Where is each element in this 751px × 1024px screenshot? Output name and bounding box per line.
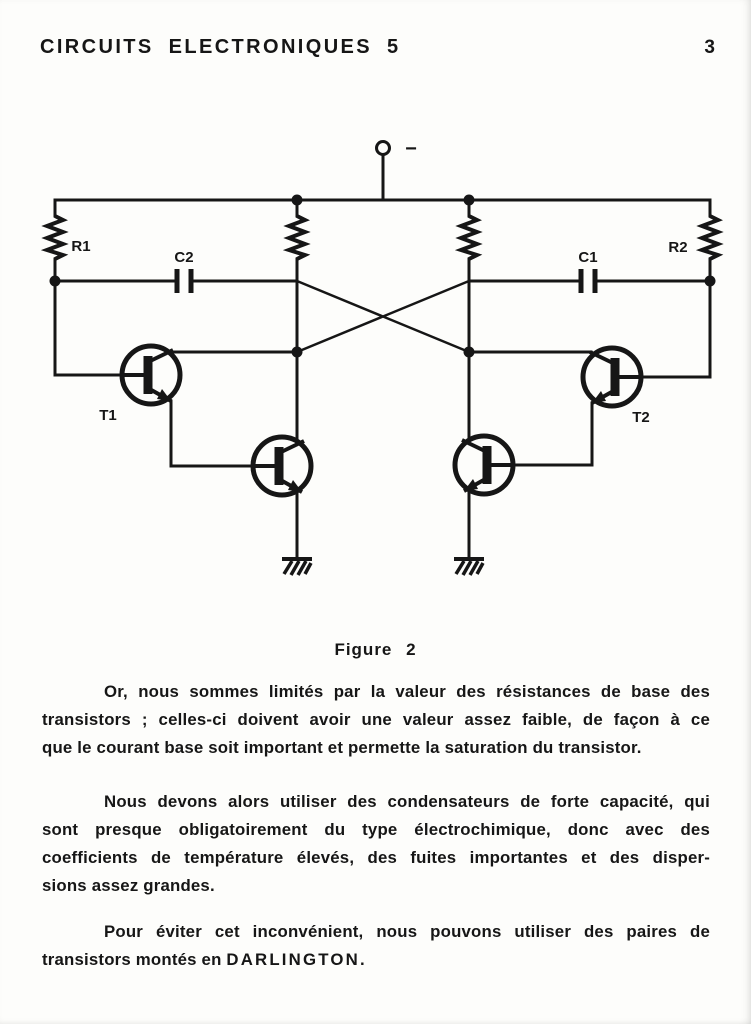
transistor-t1 [122, 346, 180, 404]
text-line: sont presque obligatoirement du type électrochimique, donc avec des [42, 820, 710, 839]
paragraph-1 [42, 678, 710, 762]
transistor-t1-darlington-pair [253, 437, 311, 495]
supply-terminal-icon [377, 142, 390, 155]
text-line: coefficients de température élevés, des fuites importantes et des disper- [42, 848, 710, 867]
junction-dots [50, 195, 716, 358]
capacitor-c2 [177, 269, 191, 293]
text-line: que le courant base soit important et permette la saturation du transistor. [42, 738, 642, 757]
cross-coupling-wires [297, 281, 469, 352]
paragraph-2 [42, 788, 710, 900]
page-header-title: CIRCUITS ELECTRONIQUES 5 [40, 36, 401, 58]
paragraph-3 [42, 918, 710, 974]
text-line: Nous devons alors utiliser des condensateurs de forte capacité, qui [104, 792, 710, 811]
resistor-r2 [702, 216, 718, 259]
capacitor-c1-label: C1 [578, 249, 598, 266]
resistor-r1 [47, 216, 63, 259]
transistor-t2 [583, 348, 641, 406]
capacitor-c1 [581, 269, 595, 293]
text-line: Pour éviter cet inconvénient, nous pouvons utiliser des paires de [104, 922, 710, 941]
text-line: sions assez grandes. [42, 876, 215, 895]
text-line: Or, nous sommes limités par la valeur des résistances de base des [104, 682, 710, 701]
ground-symbol-left [282, 559, 312, 575]
resistor-right-collector [461, 216, 477, 259]
text-segment: . [359, 950, 365, 969]
text-segment: transistors montés en [42, 950, 227, 969]
page-number: 3 [704, 37, 715, 58]
resistor-r1-label: R1 [71, 238, 91, 255]
capacitor-c2-label: C2 [174, 249, 194, 266]
darlington-emphasis: DARLINGTON [226, 950, 360, 969]
supply-terminal [377, 142, 390, 201]
ground-symbol-right [454, 559, 484, 575]
figure-caption: Figure 2 [334, 640, 417, 659]
resistor-left-collector [289, 216, 305, 259]
transistor-t2-darlington-pair [455, 436, 513, 494]
text-line [42, 946, 710, 974]
resistor-r2-label: R2 [668, 239, 688, 256]
supply-polarity-label: − [405, 138, 417, 160]
transistor-t2-label: T2 [632, 409, 650, 426]
text-line: transistors ; celles-ci doivent avoir une valeur assez faible, de façon à ce [42, 710, 710, 729]
transistor-t1-label: T1 [99, 407, 117, 424]
